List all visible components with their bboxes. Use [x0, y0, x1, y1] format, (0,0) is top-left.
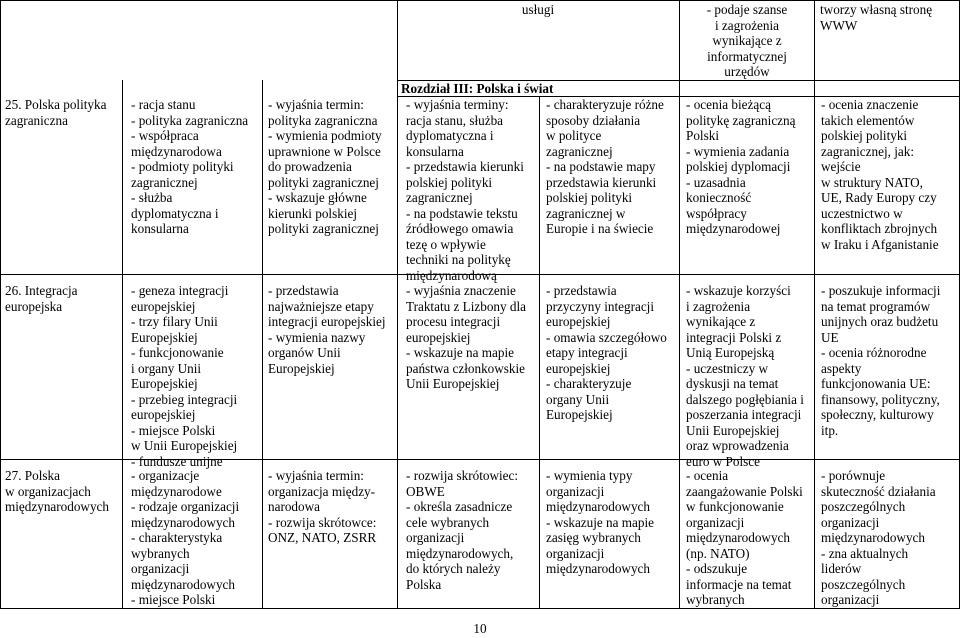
- requirement-cell: - rozwija skrótowiec: OBWE - określa zasadnicze cele wybranych organizacji międzynarodowych, do których należy Polska: [406, 468, 519, 592]
- content-cell: - organizacje międzynarodowe - rodzaje organizacji międzynarodowych - charakterystyka wybranych organizacji międzynarodowych - miejsce Polski: [131, 468, 240, 607]
- requirement-cell: - ocenia zaangażowanie Polski w funkcjonowanie organizacji międzynarodowych (np. NATO) - odszukuje informacje na temat wybranych: [686, 468, 803, 607]
- topic-cell: 27. Polska w organizacjach międzynarodowych: [5, 468, 109, 514]
- requirement-cell: - wskazuje korzyści i zagrożenia wynikające z integracji Polski z Unią Europejską - uczestniczy w dyskusji na temat dalszego pogłębiania i poszerzania integracji Unii Europejskiej oraz wprowadzenia euro w Polsce: [686, 283, 804, 469]
- column-divider: [397, 0, 398, 609]
- column-divider: [262, 80, 263, 609]
- section-header: Rozdział III: Polska i świat: [401, 81, 554, 96]
- requirement-cell: - ocenia bieżącą politykę zagraniczną Polski - wymienia zadania polskiej dyplomacji - uzasadnia konieczność współpracy międzynarodowej: [686, 97, 796, 236]
- table-bottom-border: [0, 608, 960, 609]
- requirement-cell: - przedstawia najważniejsze etapy integracji europejskiej - wymienia nazwy organów Unii Europejskiej: [268, 283, 386, 376]
- requirement-cell: - wyjaśnia termin: organizacja między- narodowa - rozwija skrótowce: ONZ, NATO, ZSRR: [268, 468, 377, 545]
- column-divider: [539, 96, 540, 609]
- topic-cell: 25. Polska polityka zagraniczna: [5, 97, 107, 128]
- requirement-cell: - poszukuje informacji na temat programów unijnych oraz budżetu UE - ocenia różnorodne aspekty funkcjonowania UE: finansowy, polityczny, społeczny, kulturowy itp.: [821, 283, 941, 438]
- top-cell-c6: - podaje szanse i zagrożenia wynikające z informatycznej urzędów: [706, 2, 788, 79]
- column-divider: [122, 80, 123, 609]
- top-cell-c7: tworzy własną stronę WWW: [820, 2, 933, 33]
- column-divider: [814, 0, 815, 609]
- requirement-cell: - wyjaśnia terminy: racja stanu, służba dyplomatyczna i konsularna - przedstawia kierunki polskiej polityki zagranicznej - na podstawie tekstu źródłowego omawia tezę o wpływie techniki na politykę międzynarodową: [406, 97, 524, 283]
- requirement-cell: - porównuje skuteczność działania poszczególnych organizacji międzynarodowych - zna aktualnych liderów poszczególnych organizacji: [821, 468, 936, 607]
- content-cell: - geneza integracji europejskiej - trzy filary Unii Europejskiej - funkcjonowanie i organy Unii Europejskiej - przebieg integracji europejskiej - miejsce Polski w Unii Europejskiej - fundusze unijne: [131, 283, 238, 469]
- column-divider: [0, 0, 1, 609]
- table-top-border: [0, 0, 960, 1]
- top-cell-c4: usługi: [521, 2, 555, 17]
- requirement-cell: - ocenia znaczenie takich elementów polskiej polityki zagranicznej, jak: wejście w struktury NATO, UE, Rady Europy czy uczestnictwo w konfliktach zbrojnych w Iraku i Afganistanie: [821, 97, 939, 252]
- page-number: 10: [473, 621, 487, 636]
- requirement-cell: - przedstawia przyczyny integracji europejskiej - omawia szczegółowo etapy integracji europejskiej - charakteryzuje organy Unii Europejskiej: [546, 283, 667, 422]
- requirement-cell: - wyjaśnia znaczenie Traktatu z Lizbony dla procesu integracji europejskiej - wskazuje na mapie państwa członkowskie Unii Europejskiej: [406, 283, 527, 391]
- content-cell: - racja stanu - polityka zagraniczna - współpraca międzynarodowa - podmioty polityki zagranicznej - służba dyplomatyczna i konsularna: [131, 97, 249, 236]
- topic-cell: 26. Integracja europejska: [5, 283, 78, 314]
- requirement-cell: - wymienia typy organizacji międzynarodowych - wskazuje na mapie zasięg wybranych organizacji międzynarodowych: [546, 468, 655, 576]
- requirement-cell: - wyjaśnia termin: polityka zagraniczna - wymienia podmioty uprawnione w Polsce do prowadzenia polityki zagranicznej - wskazuje główne kierunki polskiej polityki zagranicznej: [268, 97, 382, 236]
- requirement-cell: - charakteryzuje różne sposoby działania w polityce zagranicznej - na podstawie mapy przedstawia kierunki polskiej polityki zagranicznej w Europie i na świecie: [546, 97, 664, 236]
